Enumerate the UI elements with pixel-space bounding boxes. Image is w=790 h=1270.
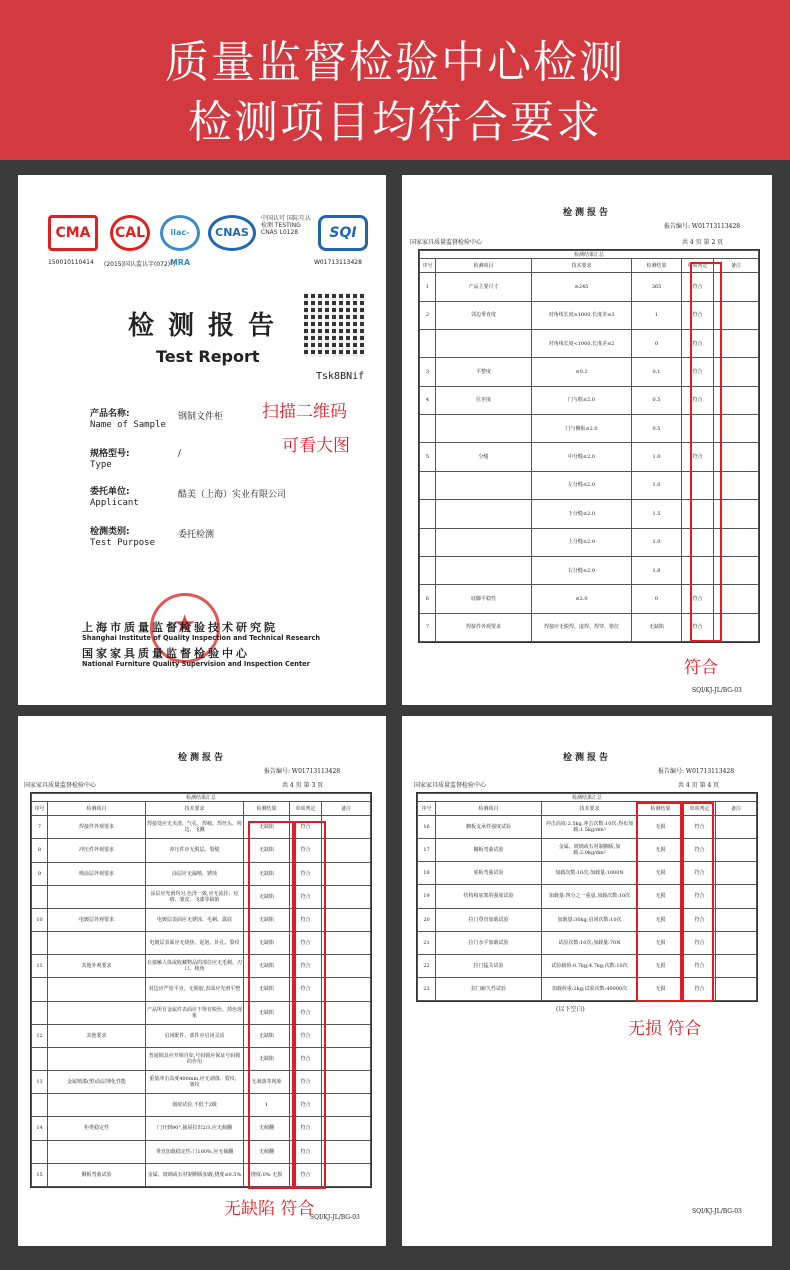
cell-req: 门与侧板≤2.0: [532, 415, 632, 443]
cell-res: 无损: [638, 839, 684, 862]
cell-no: 12: [32, 1024, 48, 1047]
cell-no: 6: [420, 585, 436, 613]
cell-note: [322, 908, 371, 931]
cell-note: [322, 1024, 371, 1047]
cell-no: 7: [420, 613, 436, 641]
cell-res: 无缺陷: [244, 1024, 290, 1047]
cell-no: 9: [32, 862, 48, 885]
cell-res: 1.8: [632, 556, 682, 584]
cell-req: ≤0.2: [532, 358, 632, 386]
cell-no: 4: [420, 386, 436, 414]
page4-result-label: 无损 符合: [628, 1019, 702, 1039]
cell-item: 邻边垂直度: [436, 301, 532, 329]
cell-j: 符合: [682, 358, 714, 386]
cell-res: 无剥落等现象: [244, 1071, 290, 1094]
cell-j: 符合: [290, 1163, 322, 1186]
cell-j: 符合: [290, 862, 322, 885]
highlight-judgement: [690, 262, 722, 642]
report-code: SQI/KJ-JL/BG-03: [692, 1208, 742, 1215]
report-page-4: [402, 716, 772, 1246]
cell-no: 3: [420, 358, 436, 386]
cell-item: 产品主要尺寸: [436, 273, 532, 301]
cert-number-right: W01713113428: [314, 259, 362, 266]
cell-res: 无缺陷: [244, 885, 290, 908]
cell-item: 柜类稳定性: [48, 1117, 146, 1140]
cell-j: 符合: [290, 816, 322, 839]
institute-cn-1: 上海市质量监督检验技术研究院: [82, 621, 278, 634]
cell-req: 右分缝≤2.0: [532, 556, 632, 584]
cell-res: 无缺陷: [244, 839, 290, 862]
cell-req: 在接触人体或收藏物品的部位应无毛刺、刃口、棱角: [146, 955, 244, 978]
cell-res: 1.0: [632, 528, 682, 556]
cell-note: [322, 862, 371, 885]
cell-item: 喷涂层外观要求: [48, 862, 146, 885]
cell-note: [716, 977, 757, 1000]
cell-note: [716, 862, 757, 885]
cell-res: 无缺陷: [244, 978, 290, 1001]
cell-item: 其他外观要求: [48, 955, 146, 978]
cell-res: 无损: [638, 908, 684, 931]
institute-en-2: National Furniture Quality Supervision and Inspection Center: [82, 660, 310, 668]
cell-note: [322, 1117, 371, 1140]
cell-res: 挠度:0% 无损: [244, 1163, 290, 1186]
highlight-judgement: [682, 802, 714, 1002]
cell-j: 符合: [684, 931, 716, 954]
cell-no: [32, 932, 48, 955]
cell-req: 电镀层表面应无锈蚀、毛刺、露底: [146, 908, 244, 931]
cell-res: 365: [632, 273, 682, 301]
field-type-value: /: [178, 449, 182, 459]
cell-j: 符合: [684, 862, 716, 885]
report-number: 报告编号: W01713113428: [264, 768, 341, 775]
cell-no: [420, 471, 436, 499]
cell-j: 符合: [682, 273, 714, 301]
cell-j: 符合: [684, 977, 716, 1000]
cell-req: 启闭配件、部件应启闭灵活: [146, 1024, 244, 1047]
cell-j: 符合: [682, 386, 714, 414]
cell-req: 焊接应无脱焊、虚焊、焊穿、错位: [532, 613, 632, 641]
cell-no: [32, 978, 48, 1001]
cell-note: [322, 955, 371, 978]
cell-req: 左分缝≤2.0: [532, 471, 632, 499]
cell-no: 15: [32, 1163, 48, 1186]
cell-res: 无缺陷: [244, 908, 290, 931]
cell-note: [716, 816, 757, 839]
report-org: 国家家具质量监督检验中心: [410, 239, 483, 246]
ilac-logo: ilac-MRA: [160, 215, 200, 251]
scan-label-1: 扫描二维码: [262, 402, 347, 422]
cell-no: 19: [418, 885, 436, 908]
header-banner: [0, 0, 790, 160]
cert-number-left: 150010110414: [48, 259, 94, 266]
report-number: 报告编号: W01713113428: [664, 223, 741, 230]
cell-req: 对角线长度<1000,长度差≤2: [532, 330, 632, 358]
cell-item: [436, 415, 532, 443]
cell-req: 金属、玻璃或石材制侧板加载,挠度≤0.5%: [146, 1163, 244, 1186]
cell-item: 焊接件外观要求: [48, 816, 146, 839]
qr-code-text: Tsk8BNif: [316, 371, 365, 382]
qr-code-icon[interactable]: [304, 293, 364, 357]
field-purpose-label: 检测类别: Test Purpose: [90, 527, 156, 548]
cell-item: 其他要求: [48, 1024, 146, 1047]
cell-j: 符合: [290, 1094, 322, 1117]
cell-no: [32, 1047, 48, 1070]
cell-req: 中分缝≤2.0: [532, 443, 632, 471]
cell-note: [322, 1094, 371, 1117]
cell-item: 金属喷漆(塑)涂层理化性能: [48, 1071, 146, 1094]
cell-no: 13: [32, 1071, 48, 1094]
cell-j: 符合: [290, 1001, 322, 1024]
report-title: 检测报告: [562, 753, 611, 763]
cell-item: 底脚平稳性: [436, 585, 532, 613]
cell-no: [32, 885, 48, 908]
cell-no: 23: [418, 977, 436, 1000]
result-table: 检测结果汇总 序号 检测项目 技术要求 检测结果 单项判定 备注 1 产品主要尺寸 ≥245 365 符合 2 邻边垂直度 对角线长度≥1000,长度差≤3 1 符合 对角线长度<1000,长度差≤2 0 符合 3 平整度 ≤0.2 0.1 符合 4 位差度 门与框≤2.0 0.5 符合 门与侧板≤2.0 0.5 5 分缝 中分缝≤2.0 1.0 符合 左分缝≤2.0 1.0 下分缝≤2.0 1.5 上分缝≤2.0 1.0 右分缝≤2.0 1.8 6 底脚平稳性 ≤2.0 0 符合 7 焊接件外观要求 焊接应无脱焊、虚焊、焊穿、错位 无缺陷 符合: [418, 249, 760, 643]
cell-item: 侧板弯曲试验: [48, 1163, 146, 1186]
cell-note: [716, 931, 757, 954]
cell-note: [322, 816, 371, 839]
cell-req: 垂直加载稳定性:门100%,应无倾翻: [146, 1140, 244, 1163]
cell-note: [322, 839, 371, 862]
result-table: 检测结果汇总 序号 检测项目 技术要求 检测结果 单项判定 备注 16 搁板支承件强度试验 冲击高度:2.5kg,冲击次数:10次;均布加载:1.5kg/dm² 无损 符合 17 搁板弯曲试验 金属、玻璃或石材制搁板,加载:2.0kg/dm² 无损 符合 18 底板弯曲试验 加载次数:10次;加载量:1000N 无损 符合 19 结构和底架的强度试验 加载量:四分之一重量,加载次数:10次 无损 符合 20 拉门垂直加载试验 加载量:30kg;启闭次数:10次 无损 符合 21 拉门水平加载试验 试验次数:10次;加载量:70N 无损 符合 22 拉门猛关试验 试验载荷:0.7kg;4.7kg;次数:10次 无损 符合 23 拉门耐久性试验 加载荷重:2kg;试验次数:40000次 无损 符合: [416, 792, 758, 1002]
cell-j: 符合: [684, 954, 716, 977]
cell-no: 8: [32, 839, 48, 862]
cell-req: 对角线长度≥1000,长度差≤3: [532, 301, 632, 329]
highlight-judgement: [294, 821, 326, 1189]
cell-j: 符合: [290, 1047, 322, 1070]
cell-req: 电镀层表面应无烧焦、起泡、针孔、裂纹: [146, 932, 244, 955]
cell-item: 拉门垂直加载试验: [436, 908, 542, 931]
cell-req: 冲压件应无脱层、裂缝: [146, 839, 244, 862]
cnas-text: 中国认可 国际互认 检测 TESTING CNAS L0128: [261, 215, 311, 236]
report-code: SQI/KJ-JL/BG-03: [692, 687, 742, 694]
cell-j: 符合: [684, 839, 716, 862]
cell-no: [420, 415, 436, 443]
cell-item: 拉门耐久性试验: [436, 977, 542, 1000]
cell-no: 16: [418, 816, 436, 839]
report-org: 国家家具质量监督检验中心: [414, 782, 487, 789]
cell-res: 0: [632, 585, 682, 613]
field-purpose-value: 委托检测: [178, 530, 215, 540]
cell-no: 17: [418, 839, 436, 862]
cell-item: 搁板支承件强度试验: [436, 816, 542, 839]
cell-no: [32, 1140, 48, 1163]
banner-line-2: 检测项目均符合要求: [188, 97, 602, 148]
cell-res: 无缺陷: [244, 816, 290, 839]
cell-no: 18: [418, 862, 436, 885]
cell-note: [322, 932, 371, 955]
cell-item: 电镀层外观要求: [48, 908, 146, 931]
cell-item: 拉门水平加载试验: [436, 931, 542, 954]
cell-note: [716, 908, 757, 931]
report-cover: [18, 175, 386, 705]
field-name-value: 钢制文件柜: [178, 412, 224, 422]
cell-no: 14: [32, 1117, 48, 1140]
cell-j: 符合: [684, 885, 716, 908]
cell-no: 21: [418, 931, 436, 954]
cell-req: 封边应严密平直、无脱胶,表面应光滑平整: [146, 978, 244, 1001]
report-title: 检测报告: [562, 208, 611, 218]
cell-req: 门开到90°,抽屉拉出2/3,应无倾翻: [146, 1117, 244, 1140]
cell-req: 金属、玻璃或石材制搁板,加载:2.0kg/dm²: [542, 839, 638, 862]
cell-note: [322, 1140, 371, 1163]
cell-req: 上分缝≤2.0: [532, 528, 632, 556]
cell-j: 符合: [682, 585, 714, 613]
institute-cn-2: 国家家具质量监督检验中心: [82, 647, 250, 660]
page-count: 共 4 页 第 4 页: [678, 782, 720, 789]
cma-logo: CMA: [48, 215, 98, 251]
scan-label-2: 可看大图: [282, 436, 350, 456]
cell-j: 符合: [290, 1024, 322, 1047]
report-page-3: [18, 716, 386, 1246]
cell-j: 符合: [684, 816, 716, 839]
cell-req: 普通锁具应开锁自如,号码锁应保证号码锁的作用: [146, 1047, 244, 1070]
cell-note: [322, 1047, 371, 1070]
cell-j: 符合: [682, 613, 714, 641]
cell-res: 无缺陷: [244, 955, 290, 978]
cell-j: 符合: [684, 908, 716, 931]
cell-req: 涂层应光滑均匀,色泽一致,应无流挂、疙瘩、皱皮、飞漆等缺陷: [146, 885, 244, 908]
cell-item: 分缝: [436, 443, 532, 471]
cell-req: 产品所有金属件表面应不得有脱色、掉色现象: [146, 1001, 244, 1024]
cell-j: 符合: [682, 301, 714, 329]
cell-item: [48, 978, 146, 1001]
cell-item: 拉门猛关试验: [436, 954, 542, 977]
institute-en-1: Shanghai Institute of Quality Inspection and Technical Research: [82, 634, 321, 642]
cell-res: 无损: [638, 816, 684, 839]
cell-res: 1.0: [632, 471, 682, 499]
cell-j: 符合: [290, 978, 322, 1001]
cell-note: [716, 839, 757, 862]
cell-req: 涂层应无漏喷、锈蚀: [146, 862, 244, 885]
highlight-result: [248, 821, 294, 1189]
cell-req: 试验次数:10次;加载量:70N: [542, 931, 638, 954]
cover-title-en: Test Report: [156, 347, 260, 366]
cell-req: 焊接处应无夹渣、气孔、焊瘤、焊丝头、咬边、飞溅: [146, 816, 244, 839]
field-applicant-label: 委托单位: Applicant: [90, 487, 139, 508]
highlight-result: [636, 802, 682, 1002]
cell-res: 无损: [638, 931, 684, 954]
cell-res: 0: [632, 330, 682, 358]
cell-item: [48, 1001, 146, 1024]
cell-res: 1: [632, 301, 682, 329]
cell-j: 符合: [290, 839, 322, 862]
cell-res: 无损: [638, 954, 684, 977]
cell-item: [48, 932, 146, 955]
cell-no: [32, 1094, 48, 1117]
cell-res: 无缺陷: [244, 932, 290, 955]
cell-req: 划痕试验,不低于2级: [146, 1094, 244, 1117]
cell-req: 加载次数:10次;加载量:1000N: [542, 862, 638, 885]
cell-req: ≥245: [532, 273, 632, 301]
cell-item: [48, 885, 146, 908]
cell-item: 位差度: [436, 386, 532, 414]
cell-j: 符合: [290, 932, 322, 955]
cell-note: [322, 978, 371, 1001]
cell-req: 门与框≤2.0: [532, 386, 632, 414]
cell-item: [436, 471, 532, 499]
end-of-report: (以下空白): [556, 1006, 585, 1013]
report-number: 报告编号: W01713113428: [658, 768, 735, 775]
cell-item: 焊接件外观要求: [436, 613, 532, 641]
report-title: 检测报告: [177, 753, 226, 763]
cell-item: 底板弯曲试验: [436, 862, 542, 885]
cell-res: 0.5: [632, 415, 682, 443]
cover-title-cn: 检测报告: [128, 311, 289, 341]
cal-logo: CAL: [110, 215, 150, 251]
cell-no: [420, 500, 436, 528]
cell-no: 20: [418, 908, 436, 931]
cell-item: [48, 1047, 146, 1070]
cell-j: 符合: [682, 443, 714, 471]
cell-res: 无缺陷: [244, 1047, 290, 1070]
cell-no: 22: [418, 954, 436, 977]
cell-j: 符合: [290, 885, 322, 908]
cell-note: [322, 1071, 371, 1094]
cell-res: 无损: [638, 977, 684, 1000]
page2-result-label: 符合: [684, 658, 718, 678]
cell-note: [716, 954, 757, 977]
cell-j: 符合: [682, 330, 714, 358]
cell-item: 平整度: [436, 358, 532, 386]
cell-res: 1: [244, 1094, 290, 1117]
field-name-label: 产品名称: Name of Sample: [90, 409, 166, 430]
cell-note: [322, 885, 371, 908]
cell-item: [436, 500, 532, 528]
cell-no: 10: [32, 908, 48, 931]
cell-req: 加载量:30kg;启闭次数:10次: [542, 908, 638, 931]
page-count: 共 4 页 第 2 页: [682, 239, 724, 246]
cell-res: 1.0: [632, 443, 682, 471]
cell-item: 搁板弯曲试验: [436, 839, 542, 862]
cell-res: 无倾翻: [244, 1117, 290, 1140]
result-table: 检测结果汇总 序号 检测项目 技术要求 检测结果 单项判定 备注 7 焊接件外观要求 焊接处应无夹渣、气孔、焊瘤、焊丝头、咬边、飞溅 无缺陷 符合 8 冲压件外观要求 冲压件应无脱层、裂缝 无缺陷 符合 9 喷涂层外观要求 涂层应无漏喷、锈蚀 无缺陷 符合 涂层应光滑均匀,色泽一致,应无流挂、疙瘩、皱皮、飞漆等缺陷 无缺陷 符合 10 电镀层外观要求 电镀层表面应无锈蚀、毛刺、露底 无缺陷 符合 电镀层表面应无烧焦、起泡、针孔、裂纹 无缺陷 符合 11 其他外观要求 在接触人体或收藏物品的部位应无毛刺、刃口、棱角 无缺陷 符合 封边应严密平直、无脱胶,表面应光滑平整 无缺陷 符合 产品所有金属件表面应不得有脱色、掉色现象 无缺陷 符合 12 其他要求 启闭配件、部件应启闭灵活 无缺陷 符合 普通锁具应开锁自如,号码锁应保证号码锁的作用 无缺陷 符合 13 金属喷漆(塑)涂层理化性能 重量冲击高度400mm,应无剥落、裂纹、皱纹 无剥落等现象 符合 划痕试验,不低于2级 1 符合 14 柜类稳定性 门开到90°,抽屉拉出2/3,应无倾翻 无倾翻 符合 垂直加载稳定性:门100%,应无倾翻 无倾翻 符合 15 侧板弯曲试验 金属、玻璃或石材制侧板加载,挠度≤0.5% 挠度:0% 无损 符合: [30, 792, 372, 1188]
cell-item: 冲压件外观要求: [48, 839, 146, 862]
cell-no: [420, 528, 436, 556]
report-code: SQI/KJ-JL/BG-03: [310, 1214, 360, 1221]
cell-res: 1.5: [632, 500, 682, 528]
cell-req: 下分缝≤2.0: [532, 500, 632, 528]
cell-no: 1: [420, 273, 436, 301]
cell-no: 5: [420, 443, 436, 471]
cell-req: 重量冲击高度400mm,应无剥落、裂纹、皱纹: [146, 1071, 244, 1094]
cell-item: [436, 556, 532, 584]
cell-res: 无损: [638, 885, 684, 908]
cell-no: 2: [420, 301, 436, 329]
sqi-logo: SQI: [318, 215, 368, 251]
cert-number-mid: (2015)国认监认字(072)号: [104, 261, 177, 268]
cell-res: 无损: [638, 862, 684, 885]
cell-res: 0.1: [632, 358, 682, 386]
report-page-2: [402, 175, 772, 705]
cell-res: 0.5: [632, 386, 682, 414]
cell-req: 加载量:四分之一重量,加载次数:10次: [542, 885, 638, 908]
cell-req: ≤2.0: [532, 585, 632, 613]
cell-note: [322, 1163, 371, 1186]
cell-res: 无缺陷: [244, 1001, 290, 1024]
page-count: 共 4 页 第 3 页: [282, 782, 324, 789]
report-org: 国家家具质量监督检验中心: [24, 782, 97, 789]
page3-result-label: 无缺陷 符合: [224, 1199, 315, 1219]
cell-no: [420, 556, 436, 584]
cell-req: 加载荷重:2kg;试验次数:40000次: [542, 977, 638, 1000]
banner-line-1: 质量监督检验中心检测: [165, 37, 625, 88]
cell-item: [436, 330, 532, 358]
cell-no: [420, 330, 436, 358]
cell-req: 试验载荷:0.7kg;4.7kg;次数:10次: [542, 954, 638, 977]
cell-item: [436, 528, 532, 556]
cell-res: 无倾翻: [244, 1140, 290, 1163]
field-applicant-value: 酷美（上海）实业有限公司: [178, 490, 287, 500]
cell-item: [48, 1094, 146, 1117]
cell-j: 符合: [290, 955, 322, 978]
cell-no: 7: [32, 816, 48, 839]
cell-item: [48, 1140, 146, 1163]
cell-res: 无缺陷: [632, 613, 682, 641]
cell-note: [322, 1001, 371, 1024]
cell-j: 符合: [290, 908, 322, 931]
cell-no: 11: [32, 955, 48, 978]
cnas-logo: CNAS: [208, 215, 256, 251]
cell-no: [32, 1001, 48, 1024]
cell-res: 无缺陷: [244, 862, 290, 885]
cell-req: 冲击高度:2.5kg,冲击次数:10次;均布加载:1.5kg/dm²: [542, 816, 638, 839]
field-type-label: 规格型号: Type: [90, 449, 130, 470]
cell-j: 符合: [290, 1071, 322, 1094]
cell-note: [716, 885, 757, 908]
cell-j: 符合: [290, 1140, 322, 1163]
cell-j: 符合: [290, 1117, 322, 1140]
cell-item: 结构和底架的强度试验: [436, 885, 542, 908]
